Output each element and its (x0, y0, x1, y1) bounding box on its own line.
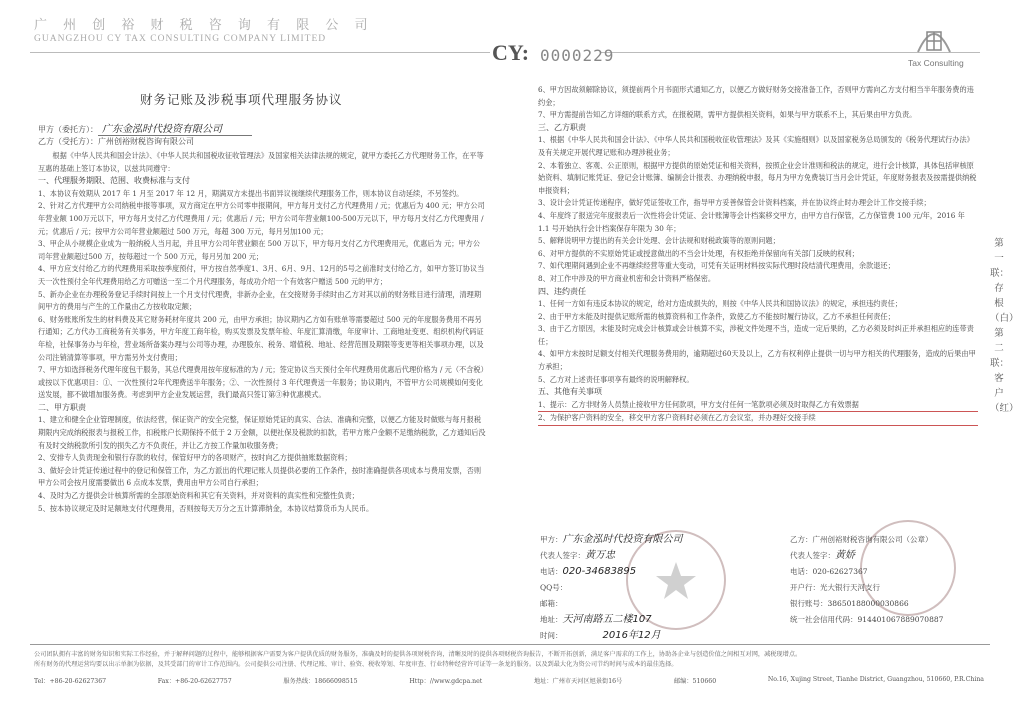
footer-zip: 邮编：510660 (673, 678, 717, 685)
clause-4-5: 5、乙方对上述责任事项享有最终的说明解释权。 (538, 374, 694, 384)
party-a-label: 甲方（委托方）： (38, 125, 98, 134)
footer-web: Http：//www.gdcpa.net (409, 678, 483, 685)
footer-tel: Tel：+86-20-62627367 (34, 678, 107, 685)
clause-2-4: 4、及时为乙方提供会计核算所需的全部原始资料和其它有关资料，并对资料的真实性和完整性负责； (38, 491, 359, 501)
footer-hotline: 服务热线：18666098515 (283, 678, 358, 685)
party-a-rep-signature: 黄万忠 (585, 550, 615, 561)
party-a-sign-name: 广东金泓时代投资有限公司 (562, 534, 683, 545)
document-number: 0000229 (540, 46, 615, 65)
party-a-addr-label: 地址： (540, 615, 563, 624)
clause-1-2: 2、针对乙方代理甲方公司纳税申报等事项，双方商定在甲方公司零申报期间，甲方每月支付乙方代理费用 / 元；优惠后为 400 元；甲方公司年营业额 100万元以下，甲方每月支付乙方代理费用 / 元；优惠后 / 元；甲方公司年营业额100-500万元以下，甲方每月支付乙方代理费用 / 元；优惠后 / 元；按甲方公司年营业额超过 500 万元，每超 300 万元，每月另加100 元； (38, 201, 485, 236)
party-a-tel-value: 020-34683895 (562, 566, 637, 577)
party-a-qq-label: QQ号： (540, 583, 568, 592)
clause-1-4: 4、甲方应支付给乙方的代理费用采取按季度预付，甲方按自然季度1、3月、6月、9月、12月的5号之前准时支付给乙方，如甲方签订协议当天一次性预付全年代理费用给乙方可赠送一至二个月代理服务，每成功介绍一个有效客户赠送 500 元的甲方； (38, 264, 485, 286)
company-name-en: GUANGZHOU CY TAX CONSULTING COMPANY LIMITED (34, 34, 327, 44)
section-5-heading: 五、其他有关事项 (538, 387, 602, 397)
party-b-bank: 开户行：光大银行天河支行 (790, 583, 880, 592)
clause-3-8: 8、对工作中涉及的甲方商业机密和会计资料严格保密。 (538, 273, 716, 283)
footer-address: 地址：广州市天河区旭景街16号 (533, 678, 623, 685)
clause-3-7: 7、如代理期间遇到企业不再继续经营等重大变动，可凭有关证明材料按实际代理时段结清代理费用，余款退还； (538, 261, 895, 271)
company-logo-icon (914, 22, 954, 58)
left-column (38, 150, 486, 515)
clause-2-7: 7、甲方需提前告知乙方详细的联系方式，在报税期，需甲方提供相关资料，如果与甲方联系不上，其后果由甲方负责。 (538, 110, 917, 120)
header-divider-left (30, 52, 490, 53)
section-2-heading: 二、甲方职责 (38, 402, 86, 412)
clause-1-1: 1、本协议有效期从 2017 年 1 月至 2017 年 12 月，期满双方未提出书面异议视继续代理服务工作，则本协议自动延续，不另签约。 (38, 188, 464, 198)
footer-text (34, 650, 984, 670)
party-b-account: 银行账号：38650188000030866 (790, 599, 909, 608)
clause-3-5: 5、解释说明甲方提出的有关会计处理、会计法规和财税政策等的原则问题； (538, 236, 780, 246)
clause-4-3: 3、由于乙方原因，未能及时完成会计核算或会计核算不实，涉税文件处理不当，造成一定后果的，乙方必须及时纠正并承担相应的连带责任； (538, 324, 974, 346)
clause-2-5: 5、按本协议规定及时足额地支付代理费用，否则按每天万分之五计算滞纳金，本协议结算货币为人民币。 (38, 503, 374, 513)
section-3-heading: 三、乙方职责 (538, 122, 586, 132)
party-a-tel-label: 电话： (540, 567, 563, 576)
party-b-rep-label: 代表人签字： (790, 551, 835, 560)
clause-1-3: 3、甲企从小规模企业成为一般纳税人当月起，并且甲方公司年营业额在 500 万以下，甲方每月支付乙方代理费用元，优惠后为 元；甲方公司年营业额超过500 万，按每超过一个 500 万元，每月另加 200 元； (38, 239, 481, 261)
clause-2-2: 2、安排专人负责现金和银行存款的收付，保管好甲方的各项财产，按时向乙方提供抽账数据资料； (38, 453, 352, 463)
clause-3-6: 6、对甲方提供的不实原始凭证或授意做出的不当会计处理，有权拒绝并保留向有关部门反映的权利； (538, 248, 859, 258)
footer-address-en: No.16, Xujing Street, Tianhe District, Guangzhou, 510660, P.R.China (767, 676, 984, 683)
clause-5-2: 2、为保护客户资料的安全，移交甲方客户资料时必须在乙方会议室，并办理好交接手续 (538, 412, 978, 426)
clause-2-6: 6、甲方因故须解除协议，须提前两个月书面形式通知乙方，以便乙方做好财务交接准备工作，否则甲方需向乙方支付相当半年服务费的违约金； (538, 85, 974, 107)
clause-1-7: 7、甲方如选择税务代理年度包干服务，其总代理费用按年度标准的为 / 元；签定协议当天预付全年代理费用优惠后代理价格为 / 元（不含税）或按以下优惠项目：①、一次性预付2年代理费送半年服务；②、一次性预付 3 年代理费送一年服务；协议期内，不管甲方公司规模如何变化送发展，都不做增加服务费。考虑到甲方企业发展运营，我们最高只签订第③种优惠模式。 (38, 365, 485, 400)
footer-divider (30, 644, 990, 645)
party-b-tel: 电话：020-62627367 (790, 567, 868, 576)
cy-label: CY: (492, 40, 530, 65)
party-b-line: 乙方（受托方）：广州创裕财税咨询有限公司 (38, 137, 194, 146)
right-column (538, 84, 978, 426)
section-1-heading: 一、代理服务期限、范围、收费标准与支付 (38, 176, 190, 186)
clause-3-1: 1、根据《中华人民共和国会计法》、《中华人民共和国税收征收管理法》及其《实施细则》以及国家税务总局颁发的《税务代理试行办法》及有关规定开展代理记账和办理涉税业务； (538, 135, 974, 157)
clause-4-4: 4、如甲方未按时足额支付相关代理服务费用的，逾期超过60天及以上，乙方有权利停止提供一切与甲方相关的代理服务，造成的后果由甲方承担； (538, 349, 976, 372)
clause-3-2: 2、本着独立、客观、公正原则，根据甲方提供的原始凭证和相关资料，按照企业会计准则和税法的规定，进行会计核算，具体包括审核原始资料、填制记账凭证、登记会计账簿、编制会计报表、办理纳税申报，每月为甲方免费装订当月会计凭证，年度财务报表及按需提供纳税申报资料； (538, 160, 977, 195)
party-a-date-value: 2016年12月 (602, 630, 661, 641)
party-b-sign-label: 乙方：广州创裕财税咨询有限公司（公章） (790, 535, 933, 544)
page-title: 财务记账及涉税事项代理服务协议 (140, 92, 343, 107)
clause-4-1: 1、任何一方如有违反本协议的规定，给对方造成损失的，则按《中华人民共和国协议法》的规定，承担违约责任； (538, 299, 902, 309)
party-a-rep-label: 代表人签字： (540, 551, 585, 560)
logo-text: Tax Consulting (908, 58, 964, 68)
section-4-heading: 四、违约责任 (538, 286, 586, 296)
clause-5-1: 1、提示：乙方非财务人员禁止接收甲方任何款项，甲方支付任何一笔款项必须及时取得乙方有效票据 (538, 399, 978, 413)
party-b-signature-block (790, 532, 985, 628)
party-a-addr-value: 天河南路五二楼107 (562, 614, 652, 625)
clause-4-2: 2、由于甲方未能及时提供记账所需的核算资料和工作条件，致使乙方不能按时履行协议，乙方不承担任何责任； (538, 311, 895, 321)
clause-3-3: 3、设计会计凭证传递程序，做好凭证签收工作，指导甲方妥善保管会计资料档案，并在协议终止时办理会计工作交接手续； (538, 198, 931, 208)
clause-2-3: 3、做好会计凭证传递过程中的登记和保管工作，为乙方派出的代理记账人员提供必要的工作条件，按时准确提供各项成本与费用发票，否则甲方公司会按月度需要做出 6 点成本发票，费用由甲方公司自行承担； (38, 465, 482, 488)
party-a-signature-block (540, 532, 740, 644)
clause-3-4: 4、年度终了报送完年度报表后一次性将会计凭证、会计账簿等会计档案移交甲方，由甲方自行保管，乙方保管费 100 元/年，2016 年 1.1 号开始执行会计档案保存年限为 30 年； (538, 210, 965, 233)
clause-1-6: 6、财务账账所发生的材料费及其它财务耗材年度共 200 元，由甲方承担；协议期内乙方如有账单等需要超过 500 元的年度服务费用不再另行通知；乙方代办工商税务有关事务，甲方年度工商年检，购买发票及发票年检、年度汇算清缴，年度审计、工商地址变更、组织机构代码证年检，社保事务办与年检，营业场所备案办理与公司等办理，办理股东、税务、增值税、地址、经营范围及期限等变更等相关事项办理，以及公司注销清算等事项，甲方需另外支付费用； (38, 314, 484, 362)
party-b-rep-signature: 黄娇 (835, 550, 855, 561)
party-a-handwritten: 广东金泓时代投资有限公司 (98, 124, 252, 136)
clause-2-1: 1、建立和健全企业管理制度，依法经营，保证资产的安全完整，保证原始凭证的真实、合法、准确和完整，以便乙方能及时做账与每月报税期限内完成纳税报表与报税工作，扣税账户长期保持不低于 2 万金额，以便社保及税款的扣款，若甲方账户金额不足缴纳税款，乙方通知后没有及时交纳税款所引发的损失乙方不负责任，并让乙方按工作量加收服务费； (38, 415, 486, 450)
party-a-email-label: 邮箱： (540, 599, 563, 608)
footer-line-2: 所有财务的代理运营均要以出示单据为依据，及其受部门的审计工作范围内。公司提供公司注册、代理记账、审计、验资、税收筹划、年度审查、行业特种经营许可证等一条龙的服务。以及到最大化为资公司节约时间与成本的最佳选择。 (34, 661, 678, 668)
footer-line-1: 公司团队拥有丰富的财务知识和实际工作经验，并于解释问题的过程中，能够根据客户需要为客户提供优质的财务服务，准确及时的提供各项财税咨询，清晰及时的提供各项财税咨询报告，不断开拓创新，满足客户需求的工作上，协助各企业与创造价值之间相互对网，减税现增点。 (34, 651, 802, 658)
company-name-cn: 广 州 创 裕 财 税 咨 询 有 限 公 司 (34, 18, 374, 33)
intro-paragraph: 根据《中华人民共和国会计法》、《中华人民共和国税收征收管理法》及国家相关法律法规的规定，就甲方委托乙方代理财务工作，在平等互惠的基础上签订本协议，以兹共同遵守： (38, 151, 484, 173)
party-a-line (38, 120, 252, 135)
footer-fax: Fax：+86-20-62627757 (157, 678, 232, 685)
footer-contact-row (34, 676, 984, 685)
party-b-credit-code: 统一社会信用代码：914401067889070887 (790, 615, 944, 624)
party-a-date-label: 时间： (540, 631, 563, 640)
clause-1-5: 5、新办企业在办理税务登记手续时间按上一个月支付代理费，非新办企业，在交接财务手续时由乙方对其以前的财务账目进行清理，清理期间甲方的费用与产生的工作量由乙方按收取定额； (38, 289, 482, 312)
party-a-sign-label: 甲方： (540, 535, 563, 544)
copy-designation: 第一联：存根（白）第二联：客户（红） (990, 238, 1019, 414)
